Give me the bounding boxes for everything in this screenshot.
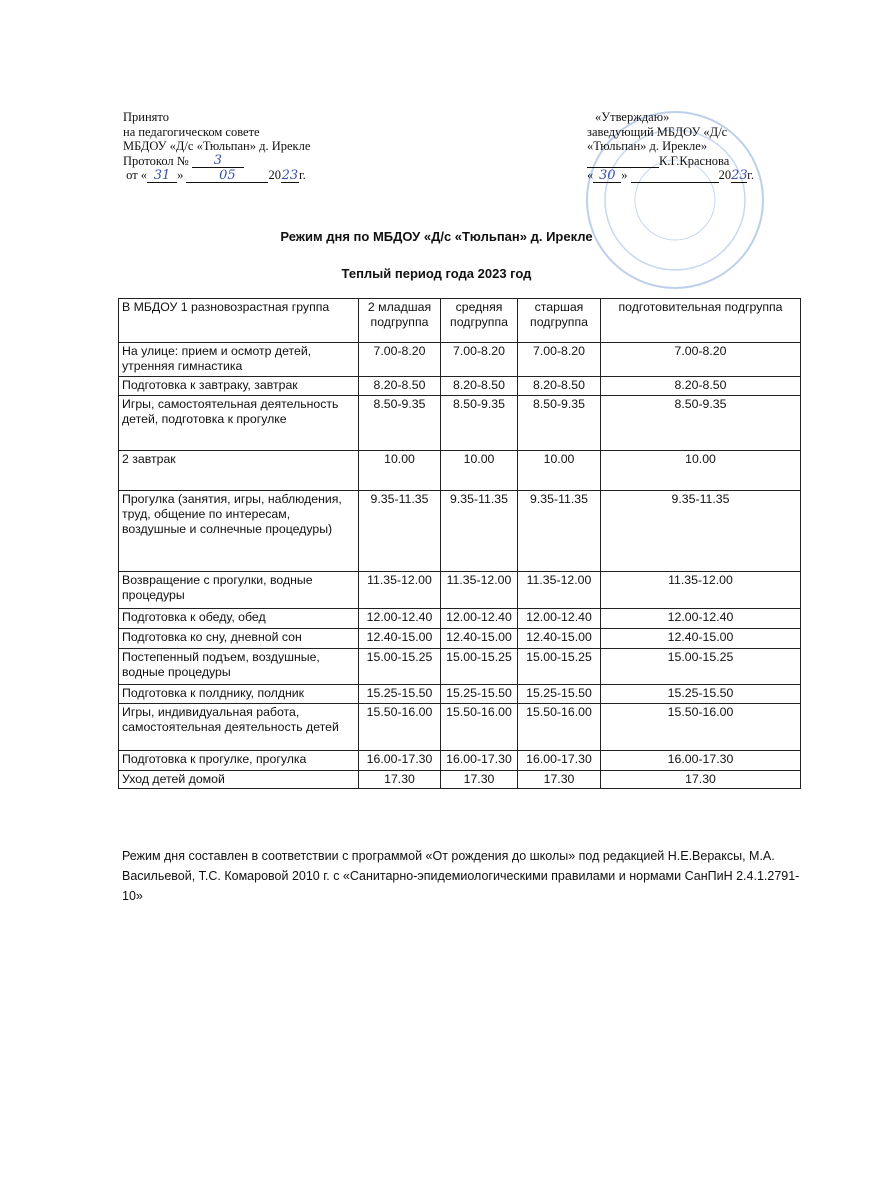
time-cell: 10.00 — [441, 451, 518, 491]
time-cell: 12.40-15.00 — [518, 629, 601, 649]
approve-label: «Утверждаю» — [595, 110, 670, 124]
table-row — [119, 771, 801, 789]
signature-line — [587, 154, 754, 169]
date-prefix: от « — [126, 168, 148, 182]
header-cell: старшая подгруппа — [518, 299, 601, 343]
time-cell: 8.20-8.50 — [601, 377, 801, 396]
time-cell: 12.40-15.00 — [359, 629, 441, 649]
table-row — [119, 649, 801, 685]
time-cell: 12.00-12.40 — [601, 609, 801, 629]
protocol-line — [123, 154, 310, 169]
table-header-row — [119, 299, 801, 343]
time-cell: 15.50-16.00 — [518, 704, 601, 751]
time-cell: 15.00-15.25 — [601, 649, 801, 685]
footnote: Режим дня составлен в соответствии с программой «От рождения до школы» под редакцией Н.Е.Вераксы, М.А. Васильевой, Т.С. Комаровой 2010 г. с «Санитарно-эпидемиологическими правилами и нормами СанПиН 2.4.1.2791-10» — [122, 849, 800, 903]
header-cell: 2 младшая подгруппа — [359, 299, 441, 343]
table-row — [119, 343, 801, 377]
time-cell: 9.35-11.35 — [441, 491, 518, 572]
date-year: 23 — [281, 167, 299, 183]
header-cell: подготовительная подгруппа — [601, 299, 801, 343]
approval-left-block — [123, 110, 310, 183]
year-prefix: 20 — [268, 168, 281, 182]
time-cell: 16.00-17.30 — [518, 751, 601, 771]
year-prefix-right: 20 — [718, 168, 732, 182]
activity-cell: Игры, самостоятельная деятельность детей, подготовка к прогулке — [119, 396, 359, 451]
time-cell: 15.50-16.00 — [601, 704, 801, 751]
table-row — [119, 572, 801, 609]
time-cell: 11.35-12.00 — [441, 572, 518, 609]
date-day-right: 30 — [593, 169, 621, 183]
time-cell: 12.40-15.00 — [601, 629, 801, 649]
time-cell: 8.50-9.35 — [518, 396, 601, 451]
date-line-right: « 30 » 2023г. — [587, 167, 754, 183]
time-cell: 12.00-12.40 — [359, 609, 441, 629]
table-row — [119, 629, 801, 649]
time-cell: 9.35-11.35 — [518, 491, 601, 572]
time-cell: 11.35-12.00 — [601, 572, 801, 609]
activity-cell: Уход детей домой — [119, 771, 359, 789]
activity-cell: Подготовка ко сну, дневной сон — [119, 629, 359, 649]
table-row — [119, 396, 801, 451]
org-label: МБДОУ «Д/с «Тюльпан» д. Ирекле — [123, 139, 311, 153]
time-cell: 16.00-17.30 — [441, 751, 518, 771]
date-line: от « 31 » 05 2023г. — [126, 167, 306, 183]
activity-cell: Подготовка к обеду, обед — [119, 609, 359, 629]
activity-cell: Подготовка к завтраку, завтрак — [119, 377, 359, 396]
time-cell: 15.25-15.50 — [601, 685, 801, 704]
activity-cell: Подготовка к полднику, полдник — [119, 685, 359, 704]
header-cell: В МБДОУ 1 разновозрастная группа — [119, 299, 359, 343]
document-subtitle: Теплый период года 2023 год — [341, 266, 532, 281]
accepted-label: Принято — [123, 110, 169, 124]
time-cell: 7.00-8.20 — [359, 343, 441, 377]
time-cell: 8.50-9.35 — [601, 396, 801, 451]
date-month-right — [631, 169, 719, 183]
approval-right-block — [587, 110, 754, 183]
activity-cell: Прогулка (занятия, игры, наблюдения, труд, общение по интересам, воздушные и солнечные процедуры) — [119, 491, 359, 572]
table-row — [119, 704, 801, 751]
time-cell: 17.30 — [359, 771, 441, 789]
time-cell: 11.35-12.00 — [518, 572, 601, 609]
time-cell: 17.30 — [601, 771, 801, 789]
time-cell: 8.50-9.35 — [441, 396, 518, 451]
time-cell: 16.00-17.30 — [359, 751, 441, 771]
time-cell: 15.00-15.25 — [441, 649, 518, 685]
year-suffix: г. — [298, 168, 306, 182]
protocol-number: 3 — [192, 154, 244, 168]
time-cell: 9.35-11.35 — [359, 491, 441, 572]
time-cell: 9.35-11.35 — [601, 491, 801, 572]
table-row — [119, 451, 801, 491]
table-row — [119, 491, 801, 572]
signature — [587, 154, 659, 168]
table-row — [119, 609, 801, 629]
time-cell: 8.50-9.35 — [359, 396, 441, 451]
time-cell: 7.00-8.20 — [518, 343, 601, 377]
time-cell: 15.50-16.00 — [441, 704, 518, 751]
time-cell: 8.20-8.50 — [441, 377, 518, 396]
council-label: на педагогическом совете — [123, 124, 260, 139]
activity-cell: Возвращение с прогулки, водные процедуры — [119, 572, 359, 609]
time-cell: 15.00-15.25 — [518, 649, 601, 685]
time-cell: 7.00-8.20 — [601, 343, 801, 377]
signer-name: К.Г.Краснова — [659, 153, 730, 168]
year-suffix-right: г. — [747, 168, 754, 182]
time-cell: 15.25-15.50 — [441, 685, 518, 704]
protocol-label: Протокол № — [123, 153, 189, 168]
time-cell: 10.00 — [359, 451, 441, 491]
time-cell: 8.20-8.50 — [359, 377, 441, 396]
activity-cell: Подготовка к прогулке, прогулка — [119, 751, 359, 771]
activity-cell: Игры, индивидуальная работа, самостоятельная деятельность детей — [119, 704, 359, 751]
schedule-table — [118, 298, 801, 789]
table-row — [119, 377, 801, 396]
header-cell: средняя подгруппа — [441, 299, 518, 343]
activity-cell: Постепенный подъем, воздушные, водные процедуры — [119, 649, 359, 685]
time-cell: 15.50-16.00 — [359, 704, 441, 751]
time-cell: 17.30 — [518, 771, 601, 789]
time-cell: 15.00-15.25 — [359, 649, 441, 685]
document-title: Режим дня по МБДОУ «Д/с «Тюльпан» д. Ирекле — [280, 229, 593, 244]
time-cell: 17.30 — [441, 771, 518, 789]
time-cell: 12.00-12.40 — [441, 609, 518, 629]
date-year-right: 23 — [731, 167, 748, 183]
date-month: 05 — [186, 169, 268, 183]
org-label-right: «Тюльпан» д. Ирекле» — [587, 139, 708, 153]
time-cell: 11.35-12.00 — [359, 572, 441, 609]
activity-cell: 2 завтрак — [119, 451, 359, 491]
time-cell: 15.25-15.50 — [359, 685, 441, 704]
time-cell: 12.40-15.00 — [441, 629, 518, 649]
activity-cell: На улице: прием и осмотр детей, утренняя гимнастика — [119, 343, 359, 377]
time-cell: 10.00 — [601, 451, 801, 491]
table-row — [119, 685, 801, 704]
time-cell: 15.25-15.50 — [518, 685, 601, 704]
date-day: 31 — [147, 169, 177, 183]
time-cell: 8.20-8.50 — [518, 377, 601, 396]
head-label: заведующий МБДОУ «Д/с — [587, 124, 728, 139]
time-cell: 16.00-17.30 — [601, 751, 801, 771]
table-row — [119, 751, 801, 771]
time-cell: 10.00 — [518, 451, 601, 491]
time-cell: 7.00-8.20 — [441, 343, 518, 377]
time-cell: 12.00-12.40 — [518, 609, 601, 629]
